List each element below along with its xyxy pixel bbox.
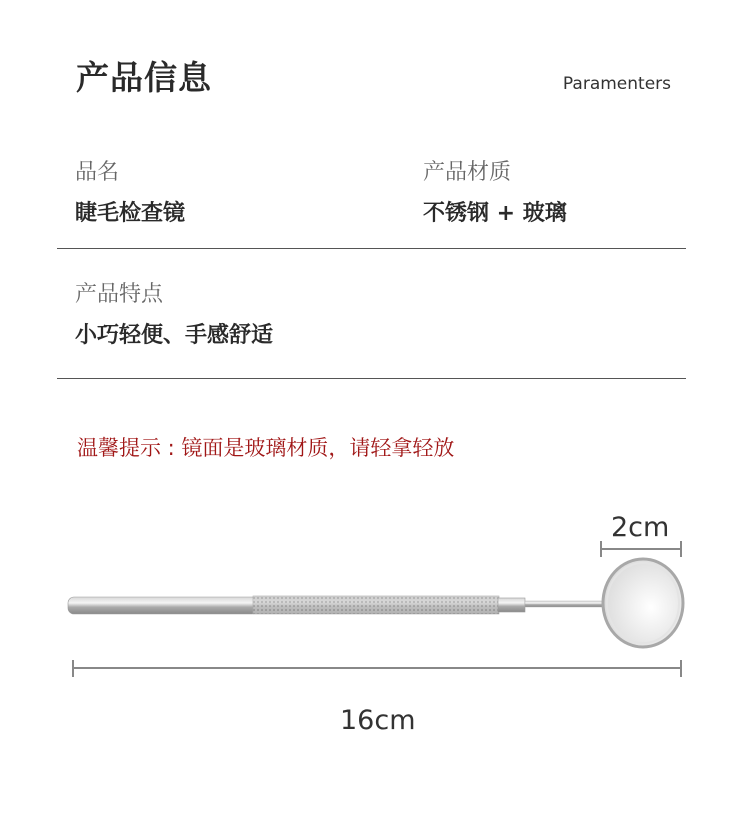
notice-text: 温馨提示 : 镜面是玻璃材质，请轻拿轻放 xyxy=(77,436,455,460)
field-label-material: 产品材质 xyxy=(423,160,512,185)
field-value-name: 睫毛检查镜 xyxy=(75,201,186,226)
page-subtitle: Paramenters xyxy=(562,74,671,94)
field-label-features: 产品特点 xyxy=(75,282,164,307)
field-label-name: 品名 xyxy=(75,160,120,185)
page-title: 产品信息 xyxy=(76,58,212,97)
length-label: 16cm xyxy=(340,705,416,736)
field-value-features: 小巧轻便、手感舒适 xyxy=(75,323,274,348)
divider xyxy=(57,248,686,249)
divider xyxy=(57,378,686,379)
field-value-material: 不锈钢 + 玻璃 xyxy=(423,201,567,226)
head-size-label: 2cm xyxy=(611,512,670,543)
